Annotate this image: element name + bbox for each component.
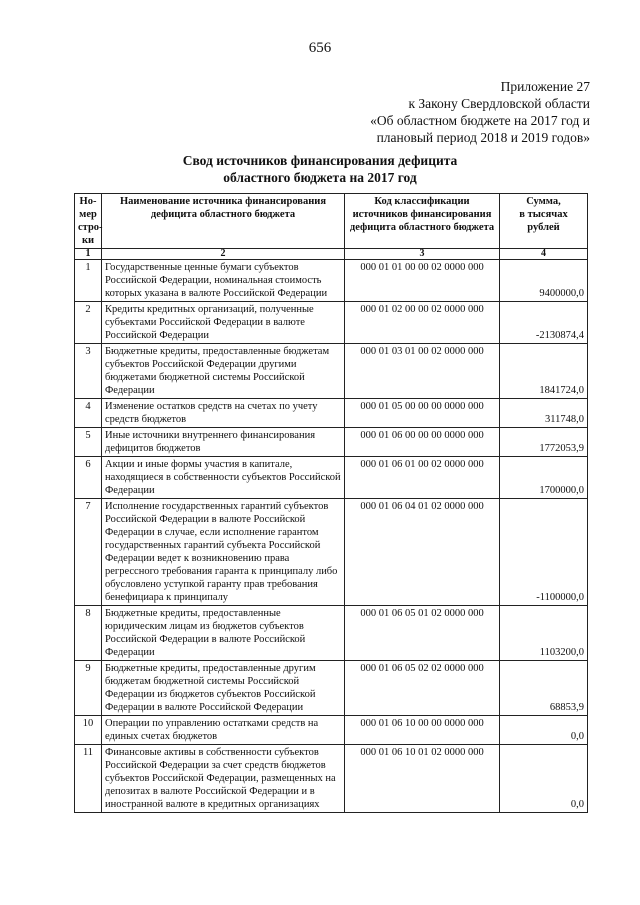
header-source-name (102, 194, 345, 249)
table-row (75, 344, 588, 399)
table-row (75, 499, 588, 606)
header-row-number (75, 194, 102, 249)
header-num-line-2: мер (79, 209, 97, 220)
row-number: 11 (75, 745, 102, 813)
classification-code: 000 01 05 00 00 00 0000 000 (345, 399, 500, 428)
sum-value: 1841724,0 (500, 344, 588, 399)
source-name: Операции по управлению остатками средств на единых счетах бюджетов (102, 716, 345, 745)
header-code-line-3: дефицита областного бюджета (349, 222, 495, 233)
column-number: 3 (345, 249, 500, 260)
header-sum (500, 194, 588, 249)
classification-code: 000 01 06 05 02 02 0000 000 (345, 661, 500, 716)
table-header-row (75, 194, 588, 249)
table-row (75, 661, 588, 716)
table-row (75, 716, 588, 745)
table-row (75, 302, 588, 344)
header-num-line-1: Но- (79, 196, 97, 207)
page-number: 656 (308, 40, 332, 56)
header-code-line-2: источников финансирования (352, 209, 492, 220)
header-classification-code (345, 194, 500, 249)
header-sum-line-1: Сумма, (526, 196, 561, 207)
header-sum-line-2: в тысячах (519, 209, 568, 220)
column-number: 4 (500, 249, 588, 260)
row-number: 9 (75, 661, 102, 716)
appendix-line-2: к Закону Свердловской области (408, 96, 590, 111)
row-number: 10 (75, 716, 102, 745)
classification-code: 000 01 01 00 00 02 0000 000 (345, 260, 500, 302)
title-line-2: областного бюджета на 2017 год (223, 170, 417, 185)
appendix-block (370, 78, 590, 146)
classification-code: 000 01 06 04 01 02 0000 000 (345, 499, 500, 606)
classification-code: 000 01 06 05 01 02 0000 000 (345, 606, 500, 661)
classification-code: 000 01 06 01 00 02 0000 000 (345, 457, 500, 499)
sum-value: 311748,0 (500, 399, 588, 428)
appendix-line-1: Приложение 27 (500, 79, 590, 94)
source-name: Финансовые активы в собственности субъектов Российской Федерации за счет средств бюджетов субъектов Российской Федерации, размещенных на депозитах в валюте Российской Федерации и в иностранной валюте в кредитных организациях (102, 745, 345, 813)
table-row (75, 428, 588, 457)
sum-value: -1100000,0 (500, 499, 588, 606)
document-title (0, 152, 640, 186)
source-name: Иные источники внутреннего финансирования дефицитов бюджетов (102, 428, 345, 457)
table-row (75, 457, 588, 499)
row-number: 6 (75, 457, 102, 499)
header-name-line-1: Наименование источника финансирования (119, 196, 327, 207)
row-number: 3 (75, 344, 102, 399)
sum-value: 1772053,9 (500, 428, 588, 457)
source-name: Бюджетные кредиты, предоставленные бюджетам субъектов Российской Федерации другими бюджетами бюджетной системы Российской Федерации (102, 344, 345, 399)
sum-value: 1103200,0 (500, 606, 588, 661)
classification-code: 000 01 03 01 00 02 0000 000 (345, 344, 500, 399)
row-number: 7 (75, 499, 102, 606)
title-line-1: Свод источников финансирования дефицита (182, 153, 458, 168)
column-number: 2 (102, 249, 345, 260)
header-num-line-4: ки (81, 235, 95, 246)
table-row (75, 399, 588, 428)
source-name: Исполнение государственных гарантий субъектов Российской Федерации в валюте Российской Федерации в случае, если исполнение гарантом государственных гарантий субъекта Российской Федерации ведет к возникновению права регрессного требования гаранта к принципалу либо обусловлено уступкой гаранту прав требования бенефициара к принципалу (102, 499, 345, 606)
sum-value: 68853,9 (500, 661, 588, 716)
header-num-line-3: стро- (78, 222, 103, 233)
header-sum-line-3: рублей (527, 222, 560, 233)
sum-value: -2130874,4 (500, 302, 588, 344)
table-row (75, 745, 588, 813)
source-name: Кредиты кредитных организаций, полученные субъектами Российской Федерации в валюте Российской Федерации (102, 302, 345, 344)
row-number: 4 (75, 399, 102, 428)
sum-value: 9400000,0 (500, 260, 588, 302)
classification-code: 000 01 06 10 01 02 0000 000 (345, 745, 500, 813)
source-name: Акции и иные формы участия в капитале, находящиеся в собственности субъектов Российской Федерации (102, 457, 345, 499)
classification-code: 000 01 02 00 00 02 0000 000 (345, 302, 500, 344)
column-number: 1 (75, 249, 102, 260)
financing-sources-table (74, 193, 588, 813)
source-name: Изменение остатков средств на счетах по учету средств бюджетов (102, 399, 345, 428)
classification-code: 000 01 06 00 00 00 0000 000 (345, 428, 500, 457)
source-name: Государственные ценные бумаги субъектов Российской Федерации, номинальная стоимость которых указана в валюте Российской Федерации (102, 260, 345, 302)
sum-value: 1700000,0 (500, 457, 588, 499)
sum-value: 0,0 (500, 716, 588, 745)
table-row (75, 260, 588, 302)
column-number-row (75, 249, 588, 260)
classification-code: 000 01 06 10 00 00 0000 000 (345, 716, 500, 745)
row-number: 1 (75, 260, 102, 302)
row-number: 8 (75, 606, 102, 661)
header-name-line-2: дефицита областного бюджета (150, 209, 296, 220)
appendix-line-4: плановый период 2018 и 2019 годов» (376, 130, 590, 145)
row-number: 5 (75, 428, 102, 457)
appendix-line-3: «Об областном бюджете на 2017 год и (370, 113, 590, 128)
source-name: Бюджетные кредиты, предоставленные юридическим лицам из бюджетов субъектов Российской Федерации в валюте Российской Федерации (102, 606, 345, 661)
sum-value: 0,0 (500, 745, 588, 813)
table-row (75, 606, 588, 661)
source-name: Бюджетные кредиты, предоставленные другим бюджетам бюджетной системы Российской Федерации из бюджетов субъектов Российской Федерации в валюте Российской Федерации (102, 661, 345, 716)
row-number: 2 (75, 302, 102, 344)
header-code-line-1: Код классификации (374, 196, 470, 207)
